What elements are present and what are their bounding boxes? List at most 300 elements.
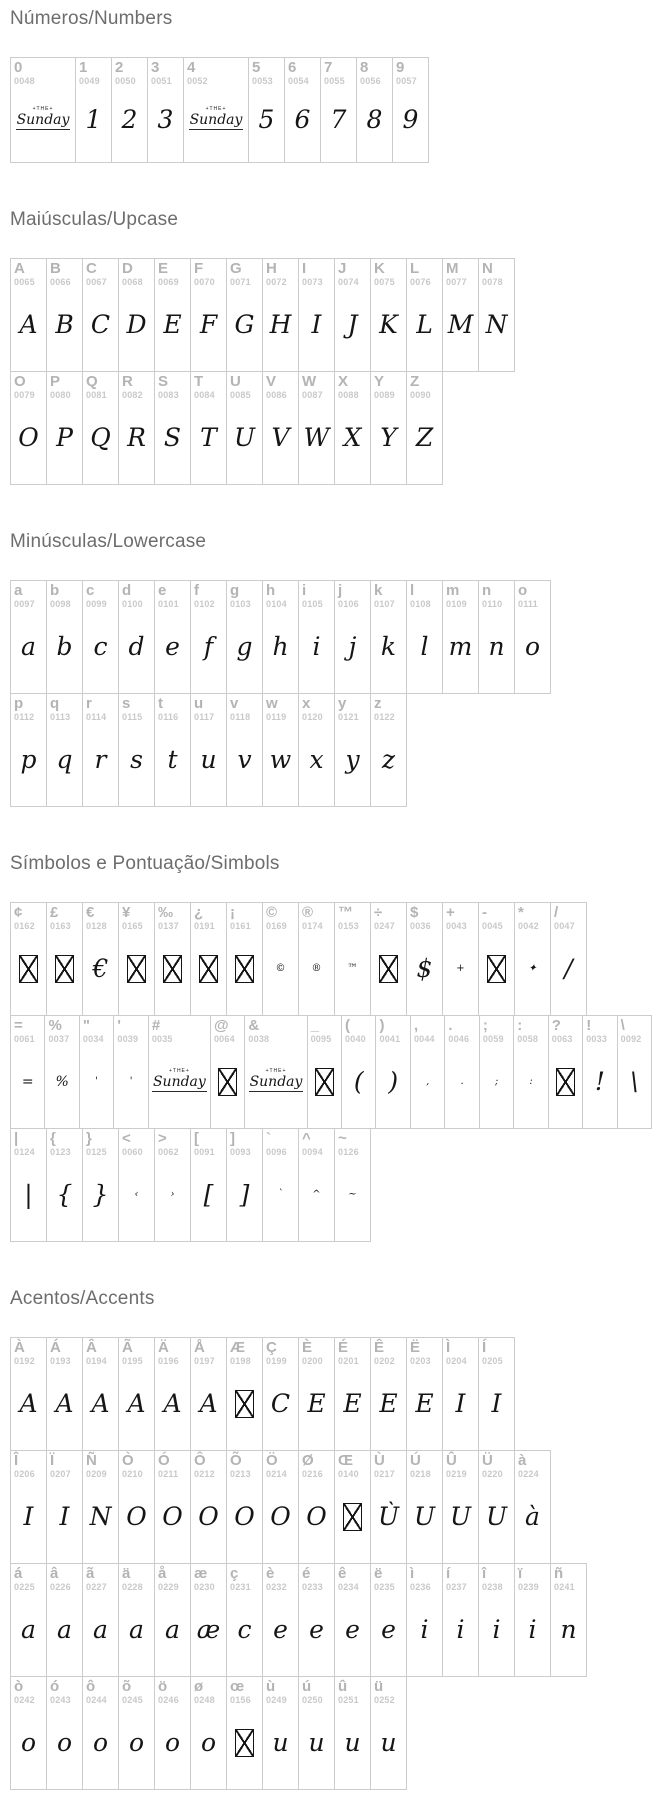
glyph-cell-0083 (154, 371, 191, 485)
font-character-map (10, 8, 651, 1790)
glyph-cell-0209 (82, 1450, 119, 1564)
glyph-preview: O (18, 423, 39, 452)
glyph-cell-0203 (406, 1337, 443, 1451)
character-label: D (122, 260, 133, 277)
code-label: 0076 (410, 277, 431, 287)
logo-word: Sunday (152, 1073, 206, 1090)
glyph-cell-0090 (406, 371, 443, 485)
code-label: 0249 (266, 1695, 287, 1705)
glyph-preview: j (348, 632, 357, 661)
glyph-preview: = (21, 1073, 34, 1090)
glyph-cell-0098 (46, 580, 83, 694)
code-label: 0202 (374, 1356, 395, 1366)
missing-glyph-icon (47, 932, 82, 1015)
character-label: ó (50, 1678, 60, 1695)
glyph-row (10, 1337, 651, 1451)
character-label: © (266, 904, 278, 921)
code-label: 0199 (266, 1356, 287, 1366)
glyph-cell-0202 (370, 1337, 407, 1451)
character-label: 1 (79, 59, 88, 76)
glyph-cell-0082 (118, 371, 155, 485)
code-label: 0059 (482, 1034, 504, 1044)
glyph-cell-0246 (154, 1676, 191, 1790)
character-label: ë (374, 1565, 383, 1582)
character-label: I (302, 260, 307, 277)
character-label: ¡ (230, 904, 235, 921)
glyph-cell-0218 (406, 1450, 443, 1564)
code-label: 0124 (14, 1147, 35, 1157)
glyph-preview: ` (278, 1188, 283, 1200)
glyph-cell-0241 (550, 1563, 587, 1677)
code-label: 0119 (266, 712, 287, 722)
character-label: " (82, 1017, 91, 1034)
code-label: 0230 (194, 1582, 215, 1592)
character-label: K (374, 260, 385, 277)
character-label: ¥ (122, 904, 131, 921)
code-label: 0236 (410, 1582, 431, 1592)
code-label: 0245 (122, 1695, 143, 1705)
missing-glyph-icon (119, 932, 154, 1015)
glyph-cell-0102 (190, 580, 227, 694)
character-label: Â (86, 1339, 97, 1356)
glyph-preview: Ù (377, 1502, 400, 1531)
character-label: Ü (482, 1452, 493, 1469)
glyph-cell-0051 (147, 57, 184, 163)
code-label: 0045 (482, 921, 503, 931)
code-label: 0233 (302, 1582, 323, 1592)
glyph-preview: U (413, 1502, 436, 1531)
glyph-cell-0033 (582, 1015, 617, 1129)
glyph-cell-0038 (244, 1015, 307, 1129)
glyph-cell-0193 (46, 1337, 83, 1451)
code-label: 0235 (374, 1582, 395, 1592)
code-label: 0226 (50, 1582, 71, 1592)
code-label: 0066 (50, 277, 71, 287)
glyph-cell-0225 (10, 1563, 47, 1677)
glyph-preview: e (345, 1615, 360, 1644)
glyph-row (10, 1015, 651, 1129)
glyph-preview: u (380, 1728, 397, 1757)
character-label: ¿ (194, 904, 204, 921)
character-label: Ú (410, 1452, 421, 1469)
character-label: Î (14, 1452, 19, 1469)
glyph-preview: i (528, 1615, 537, 1644)
character-label: = (14, 1017, 23, 1034)
glyph-preview: C (90, 310, 111, 339)
code-label: 0122 (374, 712, 395, 722)
glyph-cell-0230 (190, 1563, 227, 1677)
character-label: ( (345, 1017, 351, 1034)
glyph-preview: + (456, 962, 465, 974)
code-label: 0097 (14, 599, 35, 609)
logo-word: Sunday (249, 1073, 303, 1090)
missing-glyph-icon (479, 932, 514, 1015)
glyph-cell-0106 (334, 580, 371, 694)
glyph-cell-0087 (298, 371, 335, 485)
glyph-preview: O (234, 1502, 255, 1531)
glyph-cell-0096 (262, 1128, 299, 1242)
character-label: * (518, 904, 524, 921)
glyph-cell-0054 (284, 57, 321, 163)
character-label: Ö (266, 1452, 278, 1469)
glyph-cell-0247 (370, 902, 407, 1016)
character-label: 3 (151, 59, 160, 76)
character-label: r (86, 695, 92, 712)
code-label: 0125 (86, 1147, 107, 1157)
glyph-preview: 6 (294, 105, 311, 134)
glyph-preview: 5 (258, 105, 275, 134)
glyph-cell-0072 (262, 258, 299, 372)
character-label: { (50, 1130, 56, 1147)
character-label: ü (374, 1678, 384, 1695)
character-label: Ô (194, 1452, 206, 1469)
section-title-lowcase: Minúsculas/Lowercase (10, 531, 207, 552)
character-label: Z (410, 373, 420, 390)
glyph-cell-0042 (514, 902, 551, 1016)
glyph-cell-0053 (248, 57, 285, 163)
glyph-preview: E (343, 1389, 362, 1418)
glyph-preview: ~ (348, 1188, 357, 1200)
character-label: ? (551, 1017, 561, 1034)
glyph-cell-0048 (10, 57, 76, 163)
code-label: 0211 (158, 1469, 179, 1479)
glyph-cell-0195 (118, 1337, 155, 1451)
logo-word: Sunday (16, 111, 70, 128)
code-label: 0219 (446, 1469, 467, 1479)
glyph-cell-0242 (10, 1676, 47, 1790)
glyph-preview: b (56, 632, 73, 661)
code-label: 0077 (446, 277, 467, 287)
code-label: 0067 (86, 277, 107, 287)
character-label: â (50, 1565, 59, 1582)
glyph-row (10, 1128, 651, 1242)
code-label: 0049 (79, 76, 100, 86)
code-label: 0035 (151, 1034, 173, 1044)
code-label: 0040 (345, 1034, 366, 1044)
character-label: w (266, 695, 278, 712)
glyph-cell-0099 (82, 580, 119, 694)
glyph-cell-0204 (442, 1337, 479, 1451)
code-label: 0161 (230, 921, 251, 931)
glyph-preview: O (162, 1502, 183, 1531)
glyph-preview: A (19, 1389, 38, 1418)
code-label: 0034 (82, 1034, 104, 1044)
glyph-preview: , (426, 1075, 430, 1087)
code-label: 0060 (122, 1147, 143, 1157)
glyph-cell-0126 (334, 1128, 371, 1242)
code-label: 0108 (410, 599, 431, 609)
code-label: 0234 (338, 1582, 359, 1592)
glyph-cell-0071 (226, 258, 263, 372)
glyph-preview: o (164, 1728, 181, 1757)
character-label: Ï (50, 1452, 55, 1469)
glyph-preview: R (127, 423, 146, 452)
code-label: 0242 (14, 1695, 35, 1705)
character-label: à (518, 1452, 527, 1469)
glyph-cell-0052 (183, 57, 249, 163)
sunday-logo-glyph (184, 87, 248, 162)
glyph-cell-0076 (406, 258, 443, 372)
character-label: h (266, 582, 276, 599)
glyph-preview: v (237, 745, 252, 774)
glyph-preview: c (237, 1615, 252, 1644)
character-label: N (482, 260, 493, 277)
glyph-preview: d (128, 632, 145, 661)
glyph-cell-0233 (298, 1563, 335, 1677)
code-label: 0102 (194, 599, 215, 609)
character-label: J (338, 260, 347, 277)
code-label: 0047 (554, 921, 575, 931)
code-label: 0153 (338, 921, 359, 931)
code-label: 0064 (213, 1034, 235, 1044)
character-label: Ø (302, 1452, 314, 1469)
glyph-cell-0232 (262, 1563, 299, 1677)
glyph-preview: O (198, 1502, 219, 1531)
glyph-cell-0114 (82, 693, 119, 807)
glyph-cell-0121 (334, 693, 371, 807)
glyph-preview: o (128, 1728, 145, 1757)
glyph-cell-0229 (154, 1563, 191, 1677)
glyph-preview: } (92, 1180, 109, 1209)
glyph-cell-0081 (82, 371, 119, 485)
missing-glyph-icon (227, 1367, 262, 1450)
glyph-cell-0105 (298, 580, 335, 694)
glyph-preview: x (309, 745, 324, 774)
section-title-upcase: Maiúsculas/Upcase (10, 209, 179, 230)
glyph-cell-0080 (46, 371, 83, 485)
code-label: 0191 (194, 921, 215, 931)
character-label: ‰ (158, 904, 173, 921)
character-label: U (230, 373, 241, 390)
glyph-cell-0068 (118, 258, 155, 372)
code-label: 0248 (194, 1695, 215, 1705)
character-label: Ó (158, 1452, 170, 1469)
glyph-preview: X (343, 423, 362, 452)
code-label: 0107 (374, 599, 395, 609)
code-label: 0085 (230, 390, 251, 400)
glyph-cell-0067 (82, 258, 119, 372)
code-label: 0052 (187, 76, 208, 86)
glyph-preview: I (491, 1389, 502, 1418)
glyph-preview: 9 (402, 105, 419, 134)
code-label: 0061 (14, 1034, 35, 1044)
glyph-cell-0236 (406, 1563, 443, 1677)
glyph-row (10, 580, 651, 694)
code-label: 0137 (158, 921, 179, 931)
glyph-cell-0162 (10, 902, 47, 1016)
missing-glyph-icon (335, 1480, 370, 1563)
code-label: 0231 (230, 1582, 251, 1592)
code-label: 0037 (48, 1034, 70, 1044)
code-label: 0093 (230, 1147, 251, 1157)
glyph-preview: A (163, 1389, 182, 1418)
glyph-preview: à (525, 1502, 540, 1531)
glyph-cell-0117 (190, 693, 227, 807)
code-label: 0238 (482, 1582, 503, 1592)
character-label: Ë (410, 1339, 421, 1356)
code-label: 0080 (50, 390, 71, 400)
glyph-preview: ✦ (528, 962, 537, 974)
character-label: è (266, 1565, 275, 1582)
glyph-preview: t (167, 745, 178, 774)
glyph-cell-0199 (262, 1337, 299, 1451)
character-label: - (482, 904, 487, 921)
glyph-cell-0077 (442, 258, 479, 372)
glyph-preview: o (92, 1728, 109, 1757)
character-label: ñ (554, 1565, 564, 1582)
character-label: $ (410, 904, 419, 921)
glyph-cell-0113 (46, 693, 83, 807)
character-label: õ (122, 1678, 132, 1695)
glyph-cell-0035 (148, 1015, 211, 1129)
glyph-preview: a (21, 632, 36, 661)
glyph-cell-0219 (442, 1450, 479, 1564)
code-label: 0247 (374, 921, 395, 931)
code-label: 0079 (14, 390, 35, 400)
character-label: ì (410, 1565, 415, 1582)
glyph-preview: € (92, 954, 109, 983)
glyph-cell-0060 (118, 1128, 155, 1242)
logo-word: Sunday (189, 111, 243, 128)
glyph-preview: O (126, 1502, 147, 1531)
code-label: 0116 (158, 712, 179, 722)
glyph-preview: T (200, 423, 217, 452)
character-label: £ (50, 904, 59, 921)
glyph-cell-0249 (262, 1676, 299, 1790)
glyph-cell-0116 (154, 693, 191, 807)
character-label: a (14, 582, 23, 599)
glyph-cell-0211 (154, 1450, 191, 1564)
glyph-preview: 1 (85, 105, 102, 134)
character-label: Ì (446, 1339, 451, 1356)
character-label: û (338, 1678, 348, 1695)
code-label: 0050 (115, 76, 136, 86)
character-label: Ç (266, 1339, 277, 1356)
character-label: k (374, 582, 383, 599)
code-label: 0057 (396, 76, 417, 86)
glyph-cell-0063 (548, 1015, 583, 1129)
code-label: 0241 (554, 1582, 575, 1592)
glyph-preview: i (420, 1615, 429, 1644)
code-label: 0212 (194, 1469, 215, 1479)
glyph-preview: r (94, 745, 107, 774)
glyph-preview: E (307, 1389, 326, 1418)
glyph-preview: e (273, 1615, 288, 1644)
character-label: ~ (338, 1130, 347, 1147)
character-label: Ù (374, 1452, 385, 1469)
code-label: 0201 (338, 1356, 359, 1366)
glyph-preview: ] (239, 1180, 250, 1209)
character-label: ® (302, 904, 314, 921)
glyph-cell-0111 (514, 580, 551, 694)
character-label: . (448, 1017, 453, 1034)
code-label: 0246 (158, 1695, 179, 1705)
character-label: Y (374, 373, 385, 390)
glyph-preview: o (56, 1728, 73, 1757)
character-label: S (158, 373, 169, 390)
missing-glyph-icon (308, 1045, 341, 1128)
code-label: 0054 (288, 76, 309, 86)
glyph-cell-0079 (10, 371, 47, 485)
glyph-preview: ‹ (134, 1188, 139, 1200)
glyph-preview: 3 (157, 105, 174, 134)
character-label: ¢ (14, 904, 23, 921)
code-label: 0096 (266, 1147, 287, 1157)
code-label: 0038 (248, 1034, 270, 1044)
glyph-preview: n (560, 1615, 577, 1644)
code-label: 0128 (86, 921, 107, 931)
character-label: Õ (230, 1452, 242, 1469)
glyph-preview: D (126, 310, 147, 339)
glyph-preview: I (311, 310, 322, 339)
glyph-preview: J (347, 310, 358, 339)
character-label: É (338, 1339, 349, 1356)
glyph-cell-0064 (210, 1015, 245, 1129)
code-label: 0214 (266, 1469, 287, 1479)
glyph-cell-0234 (334, 1563, 371, 1677)
glyph-cell-0201 (334, 1337, 371, 1451)
glyph-preview: k (380, 632, 397, 661)
glyph-cell-0237 (442, 1563, 479, 1677)
glyph-preview: a (93, 1615, 108, 1644)
character-label: B (50, 260, 61, 277)
glyph-cell-0044 (410, 1015, 445, 1129)
character-label: Ã (122, 1339, 133, 1356)
glyph-preview: $ (416, 954, 433, 983)
glyph-preview: ; (494, 1075, 499, 1087)
character-label: î (482, 1565, 487, 1582)
glyph-cell-0034 (79, 1015, 114, 1129)
character-label: W (302, 373, 317, 390)
glyph-preview: i (456, 1615, 465, 1644)
character-label: @ (213, 1017, 229, 1034)
code-label: 0087 (302, 390, 323, 400)
glyph-cell-0070 (190, 258, 227, 372)
code-label: 0094 (302, 1147, 323, 1157)
glyph-cell-0095 (307, 1015, 342, 1129)
glyph-preview: G (234, 310, 255, 339)
code-label: 0162 (14, 921, 35, 931)
code-label: 0229 (158, 1582, 179, 1592)
glyph-preview: 8 (366, 105, 383, 134)
code-label: 0062 (158, 1147, 179, 1157)
code-label: 0042 (518, 921, 539, 931)
logo-small-text: +THE+ (205, 105, 227, 112)
sunday-logo-glyph (245, 1045, 306, 1128)
character-label: Ò (122, 1452, 134, 1469)
character-label: m (446, 582, 460, 599)
glyph-cell-0231 (226, 1563, 263, 1677)
glyph-cell-0248 (190, 1676, 227, 1790)
code-label: 0058 (517, 1034, 539, 1044)
glyph-preview: i (492, 1615, 501, 1644)
glyph-preview: e (381, 1615, 396, 1644)
code-label: 0192 (14, 1356, 35, 1366)
glyph-preview: I (23, 1502, 34, 1531)
glyph-cell-0039 (113, 1015, 148, 1129)
character-label: ç (230, 1565, 239, 1582)
character-label: E (158, 260, 169, 277)
character-label: [ (194, 1130, 199, 1147)
character-label: ù (266, 1678, 276, 1695)
glyph-cell-0123 (46, 1128, 83, 1242)
glyph-cell-0165 (118, 902, 155, 1016)
glyph-preview: g (236, 632, 253, 661)
character-label: O (14, 373, 26, 390)
code-label: 0216 (302, 1469, 323, 1479)
glyph-cell-0224 (514, 1450, 551, 1564)
glyph-cell-0058 (513, 1015, 548, 1129)
